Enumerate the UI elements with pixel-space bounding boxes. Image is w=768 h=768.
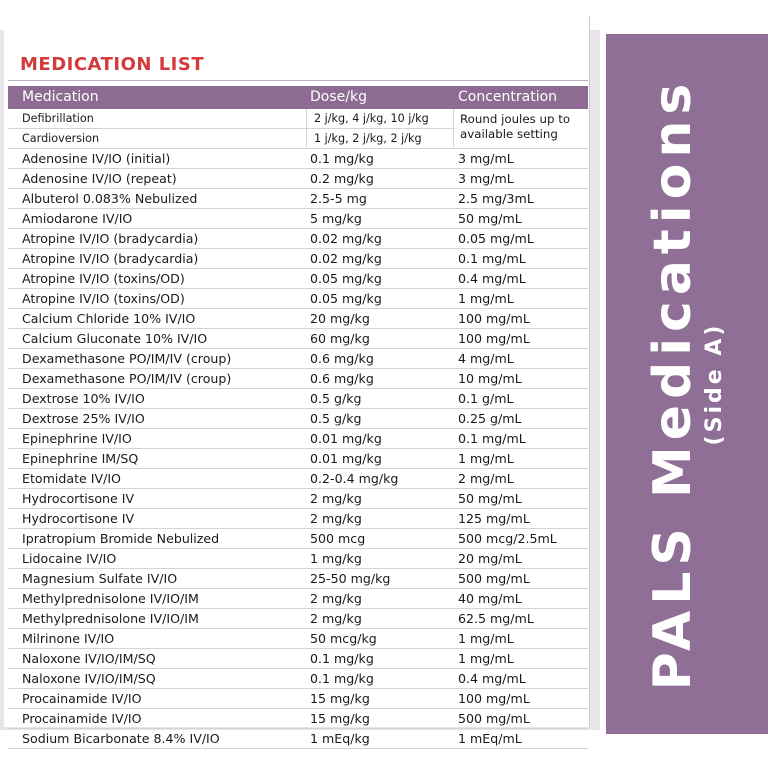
cell-medication: Lidocaine IV/IO bbox=[22, 551, 117, 566]
cell-medication: Etomidate IV/IO bbox=[22, 471, 121, 486]
cell-medication: Naloxone IV/IO/IM/SQ bbox=[22, 651, 156, 666]
cell-dose: 500 mcg bbox=[310, 531, 366, 546]
table-row bbox=[8, 169, 588, 189]
cell-concentration: 62.5 mg/mL bbox=[458, 611, 534, 626]
table-row bbox=[8, 589, 588, 609]
cell-dose: 0.1 mg/kg bbox=[310, 651, 374, 666]
cell-medication: Dextrose 25% IV/IO bbox=[22, 411, 145, 426]
cell-concentration: 0.4 mg/mL bbox=[458, 671, 526, 686]
cell-concentration: 50 mg/mL bbox=[458, 491, 522, 506]
energy-note-line: available setting bbox=[460, 127, 558, 141]
table-row bbox=[8, 289, 588, 309]
table-row bbox=[8, 649, 588, 669]
cell-dose: 0.6 mg/kg bbox=[310, 371, 374, 386]
cell-concentration: 100 mg/mL bbox=[458, 311, 530, 326]
cell-medication: Adenosine IV/IO (initial) bbox=[22, 151, 171, 166]
cell-dose: 0.02 mg/kg bbox=[310, 251, 382, 266]
cell-concentration: 1 mEq/mL bbox=[458, 731, 522, 746]
cell-medication: Adenosine IV/IO (repeat) bbox=[22, 171, 177, 186]
cell-concentration: 0.1 mg/mL bbox=[458, 431, 526, 446]
side-banner bbox=[606, 34, 768, 734]
table-row bbox=[8, 189, 588, 209]
table-row bbox=[8, 369, 588, 389]
column-divider bbox=[453, 109, 454, 147]
cell-concentration: 0.25 g/mL bbox=[458, 411, 522, 426]
cell-concentration: 500 mg/mL bbox=[458, 571, 530, 586]
cell-concentration: 500 mcg/2.5mL bbox=[458, 531, 557, 546]
table-row bbox=[8, 689, 588, 709]
cell-dose: 0.01 mg/kg bbox=[310, 431, 382, 446]
table-row bbox=[8, 469, 588, 489]
table-row bbox=[8, 529, 588, 549]
cell-medication: Albuterol 0.083% Nebulized bbox=[22, 191, 198, 206]
table-row bbox=[8, 729, 588, 749]
table-row bbox=[8, 229, 588, 249]
cell-medication: Amiodarone IV/IO bbox=[22, 211, 133, 226]
table-row bbox=[8, 669, 588, 689]
cell-medication: Procainamide IV/IO bbox=[22, 711, 142, 726]
page-title: MEDICATION LIST bbox=[20, 54, 205, 75]
cell-medication: Procainamide IV/IO bbox=[22, 691, 142, 706]
cell-medication: Epinephrine IV/IO bbox=[22, 431, 132, 446]
table-row bbox=[8, 629, 588, 649]
table-row bbox=[8, 449, 588, 469]
cell-concentration: 10 mg/mL bbox=[458, 371, 522, 386]
cell-dose: 15 mg/kg bbox=[310, 691, 370, 706]
cell-concentration: 0.4 mg/mL bbox=[458, 271, 526, 286]
cell-dose: 0.2 mg/kg bbox=[310, 171, 374, 186]
cell-dose: 0.02 mg/kg bbox=[310, 231, 382, 246]
medication-table bbox=[8, 109, 588, 749]
header-concentration: Concentration bbox=[458, 89, 558, 105]
cell-medication: Magnesium Sulfate IV/IO bbox=[22, 571, 178, 586]
cell-medication: Dextrose 10% IV/IO bbox=[22, 391, 145, 406]
cell-medication: Atropine IV/IO (bradycardia) bbox=[22, 231, 199, 246]
column-divider bbox=[306, 109, 307, 147]
cell-medication: Naloxone IV/IO/IM/SQ bbox=[22, 671, 156, 686]
table-row bbox=[8, 349, 588, 369]
cell-medication: Dexamethasone PO/IM/IV (croup) bbox=[22, 371, 232, 386]
table-row bbox=[8, 709, 588, 729]
energy-note-line: Round joules up to bbox=[460, 112, 571, 126]
cell-concentration: 1 mg/mL bbox=[458, 651, 514, 666]
cell-concentration: 2 mg/mL bbox=[458, 471, 514, 486]
cell-medication: Cardioversion bbox=[22, 132, 100, 145]
cell-dose: 0.05 mg/kg bbox=[310, 291, 382, 306]
cell-dose: 60 mg/kg bbox=[310, 331, 370, 346]
cell-medication: Methylprednisolone IV/IO/IM bbox=[22, 591, 199, 606]
cell-medication: Hydrocortisone IV bbox=[22, 491, 135, 506]
table-row bbox=[8, 329, 588, 349]
table-row bbox=[8, 389, 588, 409]
cell-dose: 2 mg/kg bbox=[310, 611, 362, 626]
cell-concentration: 20 mg/mL bbox=[458, 551, 522, 566]
table-row bbox=[8, 209, 588, 229]
table-row bbox=[8, 569, 588, 589]
cell-medication: Atropine IV/IO (bradycardia) bbox=[22, 251, 199, 266]
cell-concentration: 1 mg/mL bbox=[458, 451, 514, 466]
cell-concentration: 3 mg/mL bbox=[458, 171, 514, 186]
cell-concentration: 2.5 mg/3mL bbox=[458, 191, 534, 206]
table-row bbox=[8, 489, 588, 509]
cell-dose: 15 mg/kg bbox=[310, 711, 370, 726]
cell-dose: 0.5 g/kg bbox=[310, 391, 362, 406]
banner-subtitle: (Side A) bbox=[702, 322, 727, 446]
banner-title-block bbox=[645, 78, 729, 691]
cell-concentration: 0.1 g/mL bbox=[458, 391, 514, 406]
cell-medication: Atropine IV/IO (toxins/OD) bbox=[22, 291, 185, 306]
cell-concentration: 0.1 mg/mL bbox=[458, 251, 526, 266]
cell-dose: 2 mg/kg bbox=[310, 491, 362, 506]
cell-concentration: 100 mg/mL bbox=[458, 691, 530, 706]
cell-dose: 2 mg/kg bbox=[310, 591, 362, 606]
cell-medication: Hydrocortisone IV bbox=[22, 511, 135, 526]
cell-concentration: 50 mg/mL bbox=[458, 211, 522, 226]
cell-concentration: 0.05 mg/mL bbox=[458, 231, 534, 246]
header-medication: Medication bbox=[22, 89, 99, 105]
cell-concentration: 4 mg/mL bbox=[458, 351, 514, 366]
cell-dose: 0.01 mg/kg bbox=[310, 451, 382, 466]
table-row bbox=[8, 309, 588, 329]
cell-medication: Calcium Chloride 10% IV/IO bbox=[22, 311, 196, 326]
cell-dose: 0.2-0.4 mg/kg bbox=[310, 471, 399, 486]
cell-dose: 5 mg/kg bbox=[310, 211, 362, 226]
cell-dose: 0.1 mg/kg bbox=[310, 151, 374, 166]
table-row bbox=[8, 409, 588, 429]
cell-dose: 2 mg/kg bbox=[310, 511, 362, 526]
energy-note bbox=[455, 109, 588, 147]
cell-concentration: 1 mg/mL bbox=[458, 291, 514, 306]
cell-dose: 1 mEq/kg bbox=[310, 731, 370, 746]
cell-concentration: 3 mg/mL bbox=[458, 151, 514, 166]
cell-medication: Methylprednisolone IV/IO/IM bbox=[22, 611, 199, 626]
cell-concentration: 100 mg/mL bbox=[458, 331, 530, 346]
cell-dose: 1 mg/kg bbox=[310, 551, 362, 566]
cell-dose: 2.5-5 mg bbox=[310, 191, 367, 206]
table-row bbox=[8, 249, 588, 269]
table-row bbox=[8, 429, 588, 449]
cell-medication: Ipratropium Bromide Nebulized bbox=[22, 531, 220, 546]
table-row bbox=[8, 609, 588, 629]
cell-dose: 25-50 mg/kg bbox=[310, 571, 391, 586]
title-divider bbox=[8, 80, 588, 81]
cell-dose: 2 j/kg, 4 j/kg, 10 j/kg bbox=[314, 112, 429, 125]
cell-concentration: 125 mg/mL bbox=[458, 511, 530, 526]
cell-medication: Calcium Gluconate 10% IV/IO bbox=[22, 331, 208, 346]
cell-medication: Epinephrine IM/SQ bbox=[22, 451, 139, 466]
cell-medication: Dexamethasone PO/IM/IV (croup) bbox=[22, 351, 232, 366]
cell-medication: Milrinone IV/IO bbox=[22, 631, 115, 646]
cell-medication: Atropine IV/IO (toxins/OD) bbox=[22, 271, 185, 286]
cell-dose: 0.1 mg/kg bbox=[310, 671, 374, 686]
table-row bbox=[8, 269, 588, 289]
table-header bbox=[8, 86, 588, 109]
cell-dose: 20 mg/kg bbox=[310, 311, 370, 326]
table-row bbox=[8, 549, 588, 569]
header-dose: Dose/kg bbox=[310, 89, 367, 105]
cell-medication: Defibrillation bbox=[22, 112, 94, 125]
cell-dose: 1 j/kg, 2 j/kg, 2 j/kg bbox=[314, 132, 422, 145]
cell-concentration: 40 mg/mL bbox=[458, 591, 522, 606]
banner-title: PALS Medications bbox=[643, 77, 703, 691]
table-row bbox=[8, 509, 588, 529]
cell-dose: 50 mcg/kg bbox=[310, 631, 377, 646]
table-row bbox=[8, 149, 588, 169]
cell-dose: 0.05 mg/kg bbox=[310, 271, 382, 286]
cell-medication: Sodium Bicarbonate 8.4% IV/IO bbox=[22, 731, 220, 746]
cell-dose: 0.6 mg/kg bbox=[310, 351, 374, 366]
cell-concentration: 1 mg/mL bbox=[458, 631, 514, 646]
cell-dose: 0.5 g/kg bbox=[310, 411, 362, 426]
cell-concentration: 500 mg/mL bbox=[458, 711, 530, 726]
